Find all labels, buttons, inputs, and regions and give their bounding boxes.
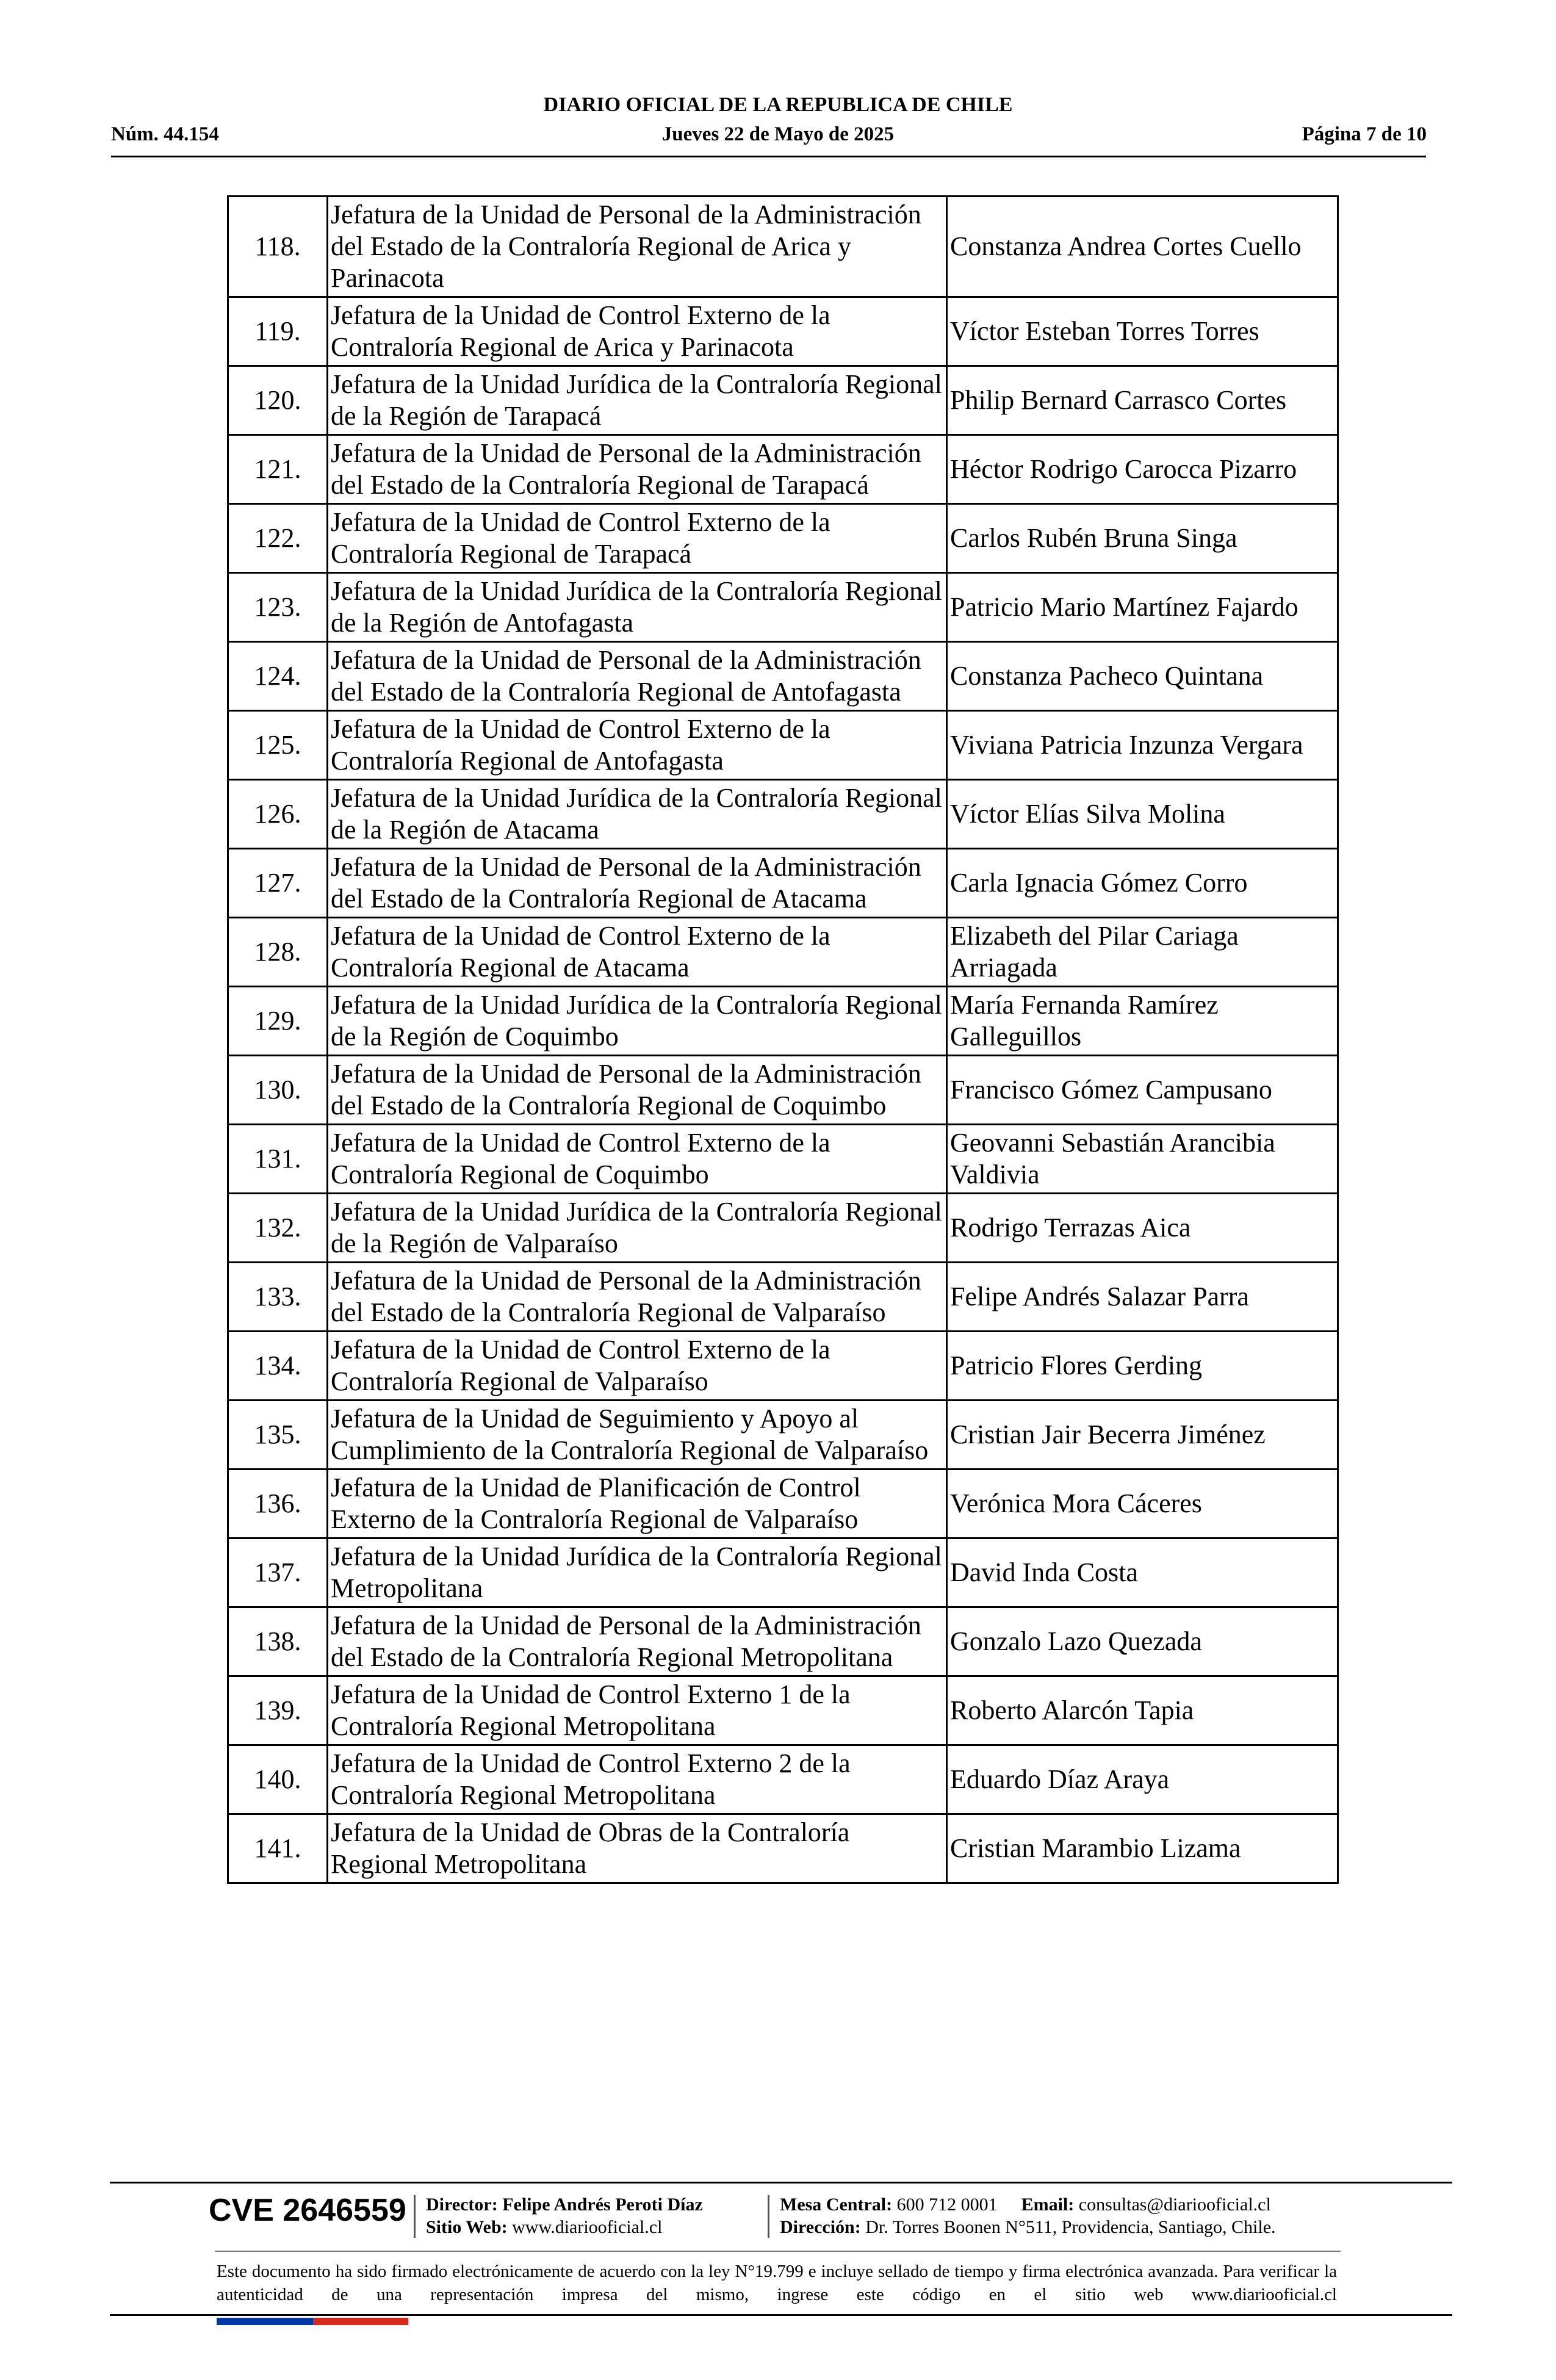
row-number: 135. [228, 1401, 328, 1469]
table-row [228, 435, 1338, 504]
footer-contact [780, 2194, 1271, 2216]
position-title: Jefatura de la Unidad Jurídica de la Contraloría Regional de la Región de Valparaíso [328, 1194, 947, 1263]
appointee-name: Francisco Gómez Campusano [947, 1056, 1338, 1125]
position-title: Jefatura de la Unidad de Control Externo de la Contraloría Regional de Atacama [328, 918, 947, 987]
position-title: Jefatura de la Unidad Jurídica de la Contraloría Regional de la Región de Antofagasta [328, 573, 947, 642]
table-row [228, 1676, 1338, 1745]
position-title: Jefatura de la Unidad de Personal de la Administración del Estado de la Contraloría Regional de Valparaíso [328, 1263, 947, 1332]
row-number: 134. [228, 1332, 328, 1401]
footer-website [426, 2216, 662, 2238]
appointee-name: Víctor Elías Silva Molina [947, 780, 1338, 849]
table-row [228, 197, 1338, 297]
table-row [228, 1263, 1338, 1332]
row-number: 122. [228, 504, 328, 573]
row-number: 138. [228, 1607, 328, 1676]
appointee-name: Patricio Mario Martínez Fajardo [947, 573, 1338, 642]
table-row [228, 849, 1338, 918]
table-row [228, 1401, 1338, 1469]
position-title: Jefatura de la Unidad de Seguimiento y Apoyo al Cumplimiento de la Contraloría Regional de Valparaíso [328, 1401, 947, 1469]
appointee-name: Roberto Alarcón Tapia [947, 1676, 1338, 1745]
appointee-name: Carla Ignacia Gómez Corro [947, 849, 1338, 918]
footer-separator [768, 2195, 769, 2238]
footer-address [780, 2216, 1276, 2238]
row-number: 132. [228, 1194, 328, 1263]
publication-title: DIARIO OFICIAL DE LA REPUBLICA DE CHILE [543, 93, 1013, 116]
row-number: 130. [228, 1056, 328, 1125]
table-row [228, 573, 1338, 642]
row-number: 140. [228, 1745, 328, 1814]
table-row [228, 366, 1338, 435]
row-number: 129. [228, 987, 328, 1056]
appointments-table-container [227, 195, 1325, 1884]
appointee-name: Víctor Esteban Torres Torres [947, 297, 1338, 366]
appointee-name: David Inda Costa [947, 1538, 1338, 1607]
table-row [228, 1194, 1338, 1263]
appointee-name: Constanza Pacheco Quintana [947, 642, 1338, 711]
director-label: Director: [426, 2194, 498, 2215]
appointee-name: Carlos Rubén Bruna Singa [947, 504, 1338, 573]
footer-inner-divider [215, 2251, 1341, 2252]
appointee-name: Eduardo Díaz Araya [947, 1745, 1338, 1814]
appointee-name: Verónica Mora Cáceres [947, 1469, 1338, 1538]
row-number: 125. [228, 711, 328, 780]
footer-top-divider [110, 2182, 1452, 2183]
row-number: 131. [228, 1125, 328, 1194]
table-row [228, 1745, 1338, 1814]
appointments-table-body [228, 197, 1338, 1883]
table-row [228, 1814, 1338, 1883]
appointee-name: Patricio Flores Gerding [947, 1332, 1338, 1401]
table-row [228, 297, 1338, 366]
row-number: 137. [228, 1538, 328, 1607]
row-number: 118. [228, 197, 328, 297]
table-row [228, 987, 1338, 1056]
address-text: Dr. Torres Boonen N°511, Providencia, Santiago, Chile. [865, 2217, 1276, 2237]
row-number: 126. [228, 780, 328, 849]
row-number: 124. [228, 642, 328, 711]
appointee-name: Philip Bernard Carrasco Cortes [947, 366, 1338, 435]
position-title: Jefatura de la Unidad Jurídica de la Contraloría Regional de la Región de Coquimbo [328, 987, 947, 1056]
position-title: Jefatura de la Unidad Jurídica de la Contraloría Regional Metropolitana [328, 1538, 947, 1607]
table-row [228, 642, 1338, 711]
row-number: 121. [228, 435, 328, 504]
position-title: Jefatura de la Unidad de Control Externo 2 de la Contraloría Regional Metropolitana [328, 1745, 947, 1814]
row-number: 119. [228, 297, 328, 366]
appointee-name: Felipe Andrés Salazar Parra [947, 1263, 1338, 1332]
appointee-name: Geovanni Sebastián Arancibia Valdivia [947, 1125, 1338, 1194]
appointee-name: Cristian Marambio Lizama [947, 1814, 1338, 1883]
position-title: Jefatura de la Unidad de Control Externo de la Contraloría Regional de Valparaíso [328, 1332, 947, 1401]
table-row [228, 1332, 1338, 1401]
email-link[interactable]: consultas@diariooficial.cl [1078, 2194, 1271, 2215]
position-title: Jefatura de la Unidad de Personal de la Administración del Estado de la Contraloría Regional de Antofagasta [328, 642, 947, 711]
row-number: 127. [228, 849, 328, 918]
appointee-name: Constanza Andrea Cortes Cuello [947, 197, 1338, 297]
cve-code: CVE 2646559 [209, 2193, 406, 2228]
row-number: 123. [228, 573, 328, 642]
row-number: 139. [228, 1676, 328, 1745]
table-row [228, 1538, 1338, 1607]
table-row [228, 780, 1338, 849]
issue-date: Jueves 22 de Mayo de 2025 [661, 123, 895, 145]
table-row [228, 504, 1338, 573]
position-title: Jefatura de la Unidad Jurídica de la Contraloría Regional de la Región de Tarapacá [328, 366, 947, 435]
position-title: Jefatura de la Unidad de Control Externo de la Contraloría Regional de Tarapacá [328, 504, 947, 573]
position-title: Jefatura de la Unidad de Control Externo de la Contraloría Regional de Coquimbo [328, 1125, 947, 1194]
appointee-name: Rodrigo Terrazas Aica [947, 1194, 1338, 1263]
appointee-name: Viviana Patricia Inzunza Vergara [947, 711, 1338, 780]
row-number: 133. [228, 1263, 328, 1332]
position-title: Jefatura de la Unidad de Personal de la Administración del Estado de la Contraloría Regional de Atacama [328, 849, 947, 918]
position-title: Jefatura de la Unidad de Personal de la Administración del Estado de la Contraloría Regional Metropolitana [328, 1607, 947, 1676]
table-row [228, 918, 1338, 987]
phone-number: 600 712 0001 [896, 2194, 998, 2215]
flag-stripe-blue [217, 2318, 313, 2325]
position-title: Jefatura de la Unidad de Control Externo de la Contraloría Regional de Antofagasta [328, 711, 947, 780]
position-title: Jefatura de la Unidad de Control Externo 1 de la Contraloría Regional Metropolitana [328, 1676, 947, 1745]
position-title: Jefatura de la Unidad de Obras de la Contraloría Regional Metropolitana [328, 1814, 947, 1883]
position-title: Jefatura de la Unidad de Control Externo de la Contraloría Regional de Arica y Parinacota [328, 297, 947, 366]
issue-number: Núm. 44.154 [111, 123, 219, 145]
website-label: Sitio Web: [426, 2217, 508, 2237]
appointee-name: María Fernanda Ramírez Galleguillos [947, 987, 1338, 1056]
email-label: Email: [1021, 2194, 1075, 2215]
appointee-name: Cristian Jair Becerra Jiménez [947, 1401, 1338, 1469]
appointee-name: Gonzalo Lazo Quezada [947, 1607, 1338, 1676]
appointee-name: Héctor Rodrigo Carocca Pizarro [947, 435, 1338, 504]
table-row [228, 1125, 1338, 1194]
table-row [228, 1607, 1338, 1676]
appointee-name: Elizabeth del Pilar Cariaga Arriagada [947, 918, 1338, 987]
legal-notice: Este documento ha sido firmado electrónicamente de acuerdo con la ley N°19.799 e incluye sellado de tiempo y firma electrónica avanzada. Para verificar la autenticidad de una representación impresa del mismo, ingrese este código en el sitio web www.diariooficial.cl [217, 2262, 1337, 2304]
position-title: Jefatura de la Unidad de Personal de la Administración del Estado de la Contraloría Regional de Arica y Parinacota [328, 197, 947, 297]
footer-separator [414, 2195, 416, 2238]
table-row [228, 711, 1338, 780]
row-number: 120. [228, 366, 328, 435]
position-title: Jefatura de la Unidad de Planificación de Control Externo de la Contraloría Regional de Valparaíso [328, 1469, 947, 1538]
position-title: Jefatura de la Unidad de Personal de la Administración del Estado de la Contraloría Regional de Coquimbo [328, 1056, 947, 1125]
page-indicator: Página 7 de 10 [1302, 123, 1427, 145]
table-row [228, 1469, 1338, 1538]
table-row [228, 1056, 1338, 1125]
phone-label: Mesa Central: [780, 2194, 893, 2215]
row-number: 141. [228, 1814, 328, 1883]
website-link[interactable]: www.diariooficial.cl [512, 2217, 663, 2237]
footer-bottom-divider [110, 2314, 1452, 2316]
flag-stripe-red [313, 2318, 408, 2325]
director-name: Felipe Andrés Peroti Díaz [502, 2194, 703, 2215]
footer-director [426, 2194, 703, 2216]
position-title: Jefatura de la Unidad de Personal de la Administración del Estado de la Contraloría Regional de Tarapacá [328, 435, 947, 504]
row-number: 128. [228, 918, 328, 987]
position-title: Jefatura de la Unidad Jurídica de la Contraloría Regional de la Región de Atacama [328, 780, 947, 849]
flag-stripe [217, 2318, 408, 2325]
header-divider [111, 156, 1426, 157]
appointments-table [227, 195, 1339, 1884]
row-number: 136. [228, 1469, 328, 1538]
address-label: Dirección: [780, 2217, 861, 2237]
